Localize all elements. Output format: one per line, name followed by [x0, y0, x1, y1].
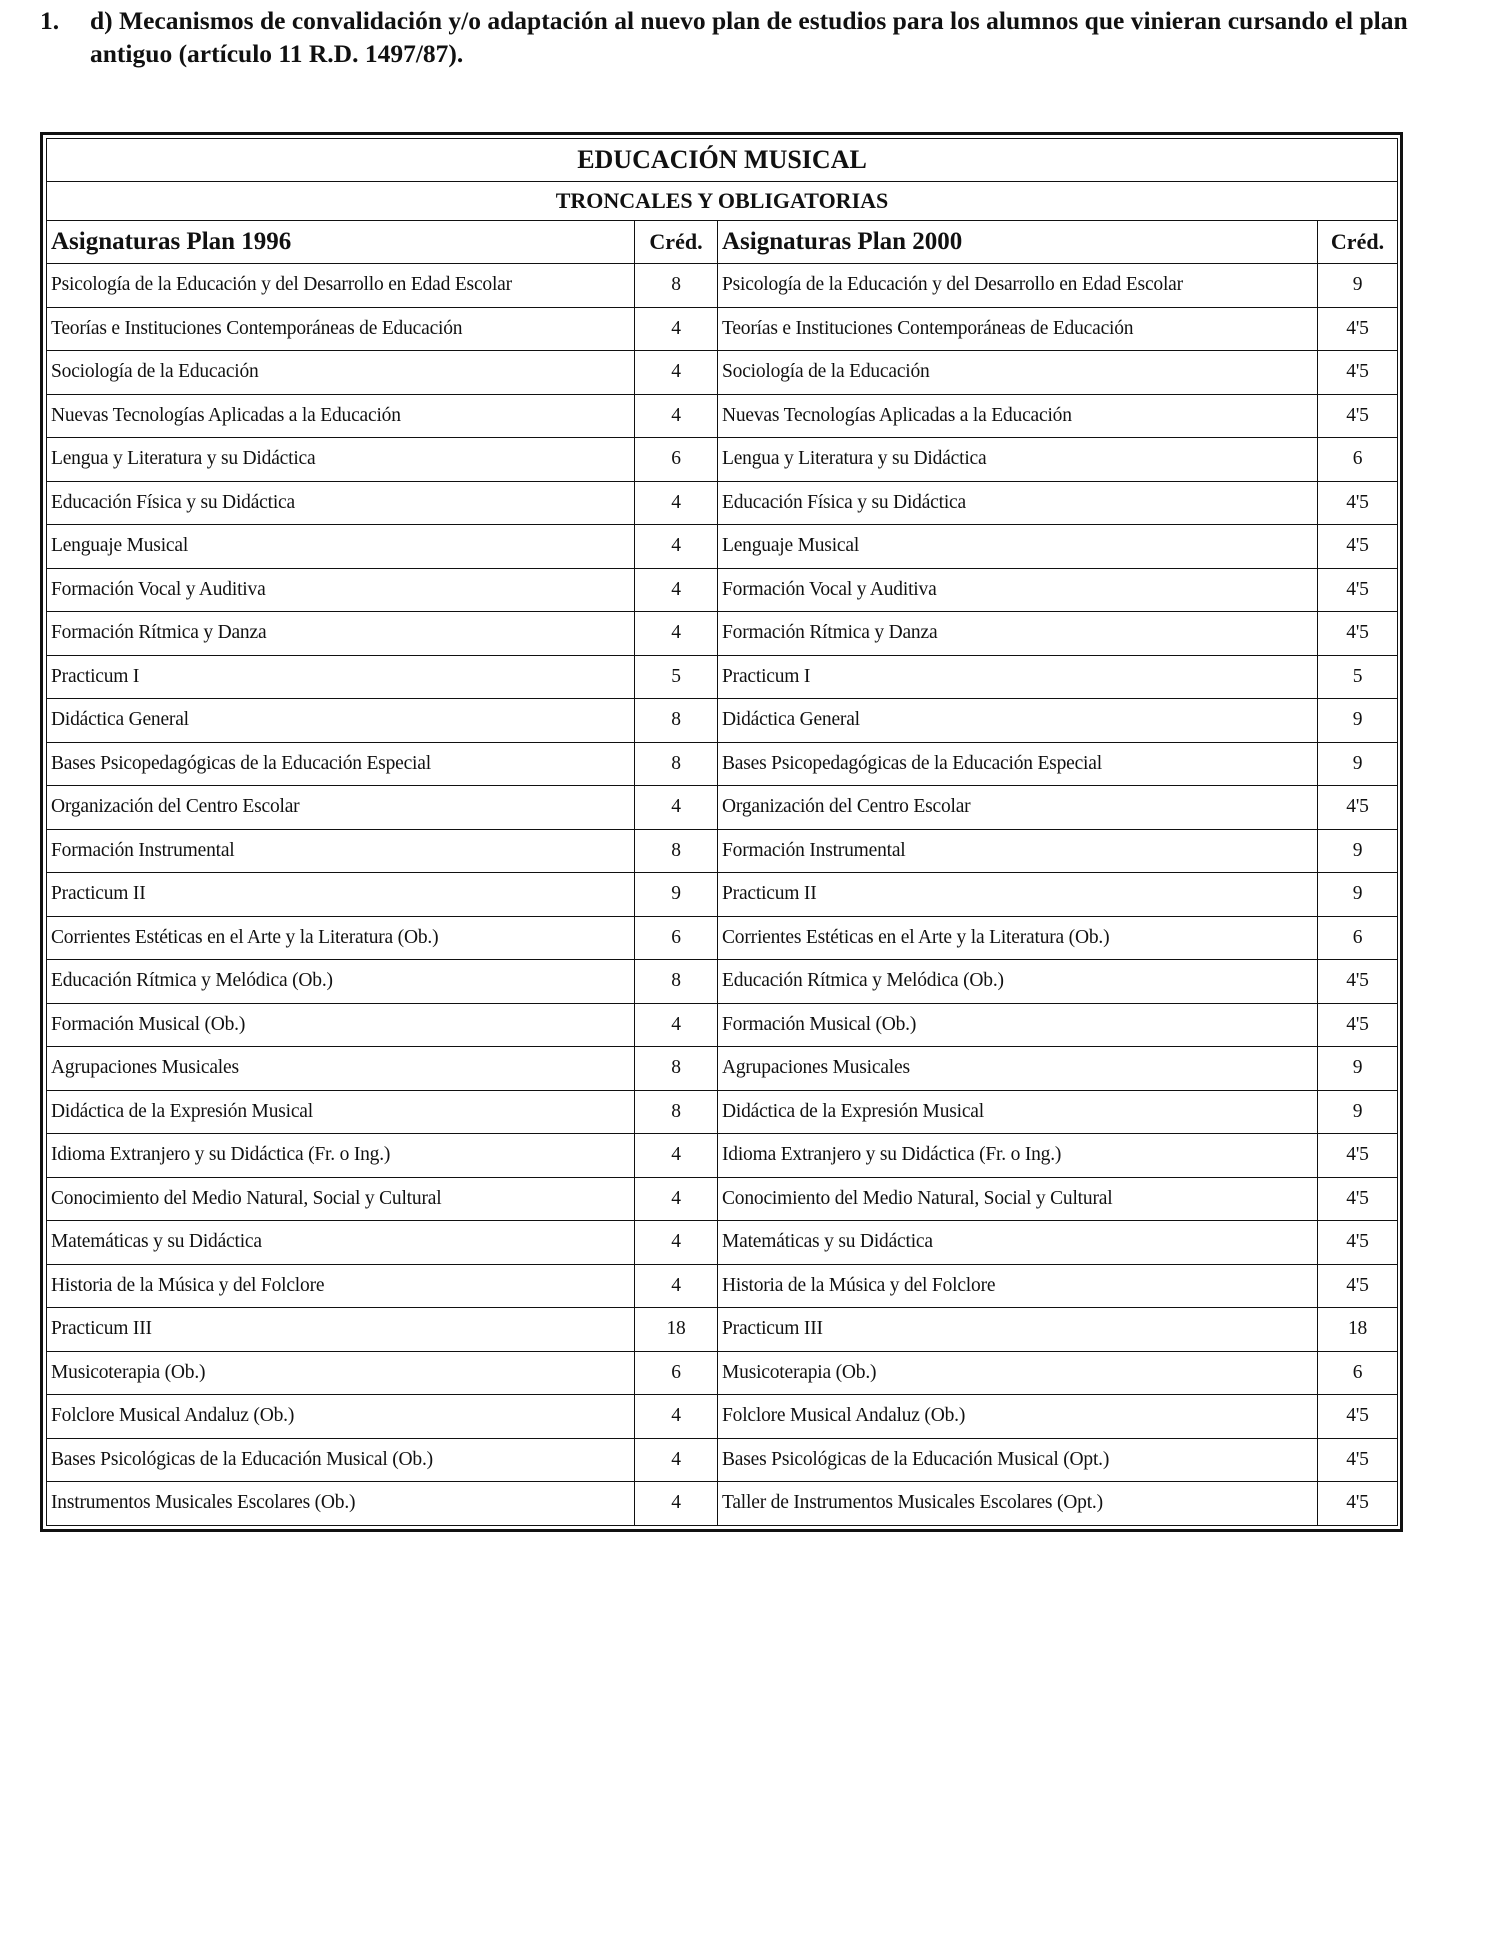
credits-plan-2000: 9 [1318, 1047, 1398, 1091]
subject-plan-1996: Formación Instrumental [47, 829, 635, 873]
credits-plan-2000: 4'5 [1318, 1482, 1398, 1526]
table-row [47, 916, 1398, 960]
subject-plan-2000: Formación Vocal y Auditiva [718, 568, 1318, 612]
subject-plan-1996: Practicum II [47, 873, 635, 917]
table-row [47, 264, 1398, 308]
credits-plan-1996: 4 [635, 1264, 718, 1308]
credits-plan-1996: 18 [635, 1308, 718, 1352]
subject-plan-1996: Didáctica de la Expresión Musical [47, 1090, 635, 1134]
credits-plan-2000: 9 [1318, 873, 1398, 917]
subject-plan-1996: Bases Psicopedagógicas de la Educación Especial [47, 742, 635, 786]
credits-plan-1996: 4 [635, 1438, 718, 1482]
credits-plan-2000: 6 [1318, 1351, 1398, 1395]
credits-plan-1996: 4 [635, 481, 718, 525]
credits-plan-2000: 5 [1318, 655, 1398, 699]
subject-plan-1996: Practicum III [47, 1308, 635, 1352]
header-plan-2000: Asignaturas Plan 2000 [718, 221, 1318, 264]
credits-plan-1996: 4 [635, 568, 718, 612]
credits-plan-1996: 6 [635, 438, 718, 482]
credits-plan-2000: 9 [1318, 264, 1398, 308]
credits-plan-2000: 9 [1318, 1090, 1398, 1134]
table-row [47, 1395, 1398, 1439]
subject-plan-2000: Psicología de la Educación y del Desarrollo en Edad Escolar [718, 264, 1318, 308]
subject-plan-2000: Bases Psicopedagógicas de la Educación Especial [718, 742, 1318, 786]
table-title-row [47, 139, 1398, 182]
table-row [47, 438, 1398, 482]
table-row [47, 1438, 1398, 1482]
subject-plan-2000: Bases Psicológicas de la Educación Musical (Opt.) [718, 1438, 1318, 1482]
subject-plan-2000: Teorías e Instituciones Contemporáneas de Educación [718, 307, 1318, 351]
subject-plan-2000: Idioma Extranjero y su Didáctica (Fr. o Ing.) [718, 1134, 1318, 1178]
subject-plan-1996: Sociología de la Educación [47, 351, 635, 395]
credits-plan-1996: 8 [635, 1047, 718, 1091]
credits-plan-2000: 4'5 [1318, 1221, 1398, 1265]
subject-plan-2000: Formación Rítmica y Danza [718, 612, 1318, 656]
credits-plan-1996: 4 [635, 1482, 718, 1526]
subject-plan-2000: Lenguaje Musical [718, 525, 1318, 569]
credits-plan-2000: 9 [1318, 829, 1398, 873]
credits-plan-2000: 4'5 [1318, 786, 1398, 830]
subject-plan-2000: Nuevas Tecnologías Aplicadas a la Educación [718, 394, 1318, 438]
credits-plan-1996: 4 [635, 786, 718, 830]
table-body [47, 264, 1398, 1526]
credits-plan-2000: 4'5 [1318, 1134, 1398, 1178]
subject-plan-1996: Matemáticas y su Didáctica [47, 1221, 635, 1265]
credits-plan-2000: 4'5 [1318, 1438, 1398, 1482]
table-row [47, 1090, 1398, 1134]
subject-plan-2000: Sociología de la Educación [718, 351, 1318, 395]
credits-plan-2000: 6 [1318, 438, 1398, 482]
table-row [47, 960, 1398, 1004]
table-row [47, 1482, 1398, 1526]
credits-plan-2000: 4'5 [1318, 612, 1398, 656]
subject-plan-1996: Educación Rítmica y Melódica (Ob.) [47, 960, 635, 1004]
table-row [47, 655, 1398, 699]
credits-plan-1996: 8 [635, 960, 718, 1004]
table-row [47, 525, 1398, 569]
subject-plan-2000: Organización del Centro Escolar [718, 786, 1318, 830]
credits-plan-2000: 4'5 [1318, 1003, 1398, 1047]
header-plan-1996: Asignaturas Plan 1996 [47, 221, 635, 264]
subject-plan-1996: Historia de la Música y del Folclore [47, 1264, 635, 1308]
table-row [47, 742, 1398, 786]
credits-plan-2000: 4'5 [1318, 307, 1398, 351]
table-row [47, 612, 1398, 656]
subject-plan-1996: Instrumentos Musicales Escolares (Ob.) [47, 1482, 635, 1526]
credits-plan-2000: 6 [1318, 916, 1398, 960]
table-row [47, 1308, 1398, 1352]
subject-plan-2000: Agrupaciones Musicales [718, 1047, 1318, 1091]
subject-plan-2000: Didáctica General [718, 699, 1318, 743]
table-row [47, 786, 1398, 830]
subject-plan-1996: Practicum I [47, 655, 635, 699]
credits-plan-2000: 4'5 [1318, 525, 1398, 569]
table-subtitle: TRONCALES Y OBLIGATORIAS [47, 182, 1398, 221]
table-header-row [47, 221, 1398, 264]
subject-plan-1996: Agrupaciones Musicales [47, 1047, 635, 1091]
subject-plan-2000: Conocimiento del Medio Natural, Social y Cultural [718, 1177, 1318, 1221]
credits-plan-1996: 8 [635, 264, 718, 308]
credits-plan-1996: 4 [635, 1221, 718, 1265]
subject-plan-2000: Didáctica de la Expresión Musical [718, 1090, 1318, 1134]
subject-plan-1996: Folclore Musical Andaluz (Ob.) [47, 1395, 635, 1439]
credits-plan-1996: 4 [635, 1134, 718, 1178]
subject-plan-2000: Educación Física y su Didáctica [718, 481, 1318, 525]
subject-plan-2000: Lengua y Literatura y su Didáctica [718, 438, 1318, 482]
credits-plan-2000: 4'5 [1318, 1264, 1398, 1308]
credits-plan-1996: 8 [635, 742, 718, 786]
credits-plan-2000: 9 [1318, 699, 1398, 743]
credits-plan-1996: 4 [635, 1177, 718, 1221]
table-row [47, 568, 1398, 612]
subject-plan-2000: Taller de Instrumentos Musicales Escolares (Opt.) [718, 1482, 1318, 1526]
table-row [47, 1177, 1398, 1221]
credits-plan-2000: 4'5 [1318, 960, 1398, 1004]
credits-plan-1996: 8 [635, 829, 718, 873]
credits-plan-1996: 4 [635, 394, 718, 438]
credits-plan-2000: 4'5 [1318, 1177, 1398, 1221]
table-row [47, 1134, 1398, 1178]
credits-plan-1996: 4 [635, 307, 718, 351]
credits-plan-1996: 6 [635, 916, 718, 960]
section-heading [40, 4, 1460, 70]
subject-plan-1996: Educación Física y su Didáctica [47, 481, 635, 525]
credits-plan-1996: 4 [635, 612, 718, 656]
credits-plan-2000: 4'5 [1318, 394, 1398, 438]
subject-plan-1996: Psicología de la Educación y del Desarrollo en Edad Escolar [47, 264, 635, 308]
credits-plan-1996: 9 [635, 873, 718, 917]
subject-plan-1996: Idioma Extranjero y su Didáctica (Fr. o Ing.) [47, 1134, 635, 1178]
credits-plan-2000: 4'5 [1318, 481, 1398, 525]
subject-plan-2000: Formación Musical (Ob.) [718, 1003, 1318, 1047]
convalidation-table [46, 138, 1398, 1526]
table-row [47, 1351, 1398, 1395]
credits-plan-1996: 8 [635, 699, 718, 743]
credits-plan-1996: 5 [635, 655, 718, 699]
table-row [47, 1264, 1398, 1308]
subject-plan-1996: Conocimiento del Medio Natural, Social y Cultural [47, 1177, 635, 1221]
header-cred-1996: Créd. [635, 221, 718, 264]
table-row [47, 829, 1398, 873]
section-number: 1. [40, 6, 60, 35]
credits-plan-1996: 4 [635, 1003, 718, 1047]
subject-plan-2000: Educación Rítmica y Melódica (Ob.) [718, 960, 1318, 1004]
subject-plan-1996: Didáctica General [47, 699, 635, 743]
subject-plan-1996: Formación Rítmica y Danza [47, 612, 635, 656]
table-row [47, 307, 1398, 351]
table-title: EDUCACIÓN MUSICAL [47, 139, 1398, 182]
subject-plan-1996: Corrientes Estéticas en el Arte y la Literatura (Ob.) [47, 916, 635, 960]
subject-plan-2000: Musicoterapia (Ob.) [718, 1351, 1318, 1395]
subject-plan-1996: Formación Vocal y Auditiva [47, 568, 635, 612]
subject-plan-1996: Lengua y Literatura y su Didáctica [47, 438, 635, 482]
table-row [47, 873, 1398, 917]
table-row [47, 699, 1398, 743]
header-cred-2000: Créd. [1318, 221, 1398, 264]
subject-plan-1996: Musicoterapia (Ob.) [47, 1351, 635, 1395]
table-row [47, 1221, 1398, 1265]
subject-plan-2000: Practicum I [718, 655, 1318, 699]
table-subtitle-row [47, 182, 1398, 221]
credits-plan-1996: 4 [635, 351, 718, 395]
subject-plan-2000: Formación Instrumental [718, 829, 1318, 873]
subject-plan-1996: Nuevas Tecnologías Aplicadas a la Educación [47, 394, 635, 438]
credits-plan-2000: 18 [1318, 1308, 1398, 1352]
subject-plan-1996: Lenguaje Musical [47, 525, 635, 569]
subject-plan-2000: Practicum II [718, 873, 1318, 917]
subject-plan-2000: Matemáticas y su Didáctica [718, 1221, 1318, 1265]
subject-plan-1996: Teorías e Instituciones Contemporáneas de Educación [47, 307, 635, 351]
credits-plan-1996: 6 [635, 1351, 718, 1395]
credits-plan-1996: 8 [635, 1090, 718, 1134]
convalidation-table-frame [40, 132, 1403, 1532]
table-row [47, 481, 1398, 525]
credits-plan-1996: 4 [635, 525, 718, 569]
table-row [47, 394, 1398, 438]
section-heading-text: d) Mecanismos de convalidación y/o adaptación al nuevo plan de estudios para los alumnos que vinieran cursando el plan antiguo (artículo 11 R.D. 1497/87). [90, 6, 1408, 68]
credits-plan-2000: 4'5 [1318, 568, 1398, 612]
credits-plan-2000: 4'5 [1318, 351, 1398, 395]
credits-plan-2000: 9 [1318, 742, 1398, 786]
subject-plan-1996: Organización del Centro Escolar [47, 786, 635, 830]
credits-plan-1996: 4 [635, 1395, 718, 1439]
credits-plan-2000: 4'5 [1318, 1395, 1398, 1439]
table-row [47, 1003, 1398, 1047]
table-row [47, 1047, 1398, 1091]
subject-plan-2000: Historia de la Música y del Folclore [718, 1264, 1318, 1308]
subject-plan-2000: Folclore Musical Andaluz (Ob.) [718, 1395, 1318, 1439]
subject-plan-1996: Bases Psicológicas de la Educación Musical (Ob.) [47, 1438, 635, 1482]
subject-plan-2000: Corrientes Estéticas en el Arte y la Literatura (Ob.) [718, 916, 1318, 960]
subject-plan-1996: Formación Musical (Ob.) [47, 1003, 635, 1047]
subject-plan-2000: Practicum III [718, 1308, 1318, 1352]
table-row [47, 351, 1398, 395]
